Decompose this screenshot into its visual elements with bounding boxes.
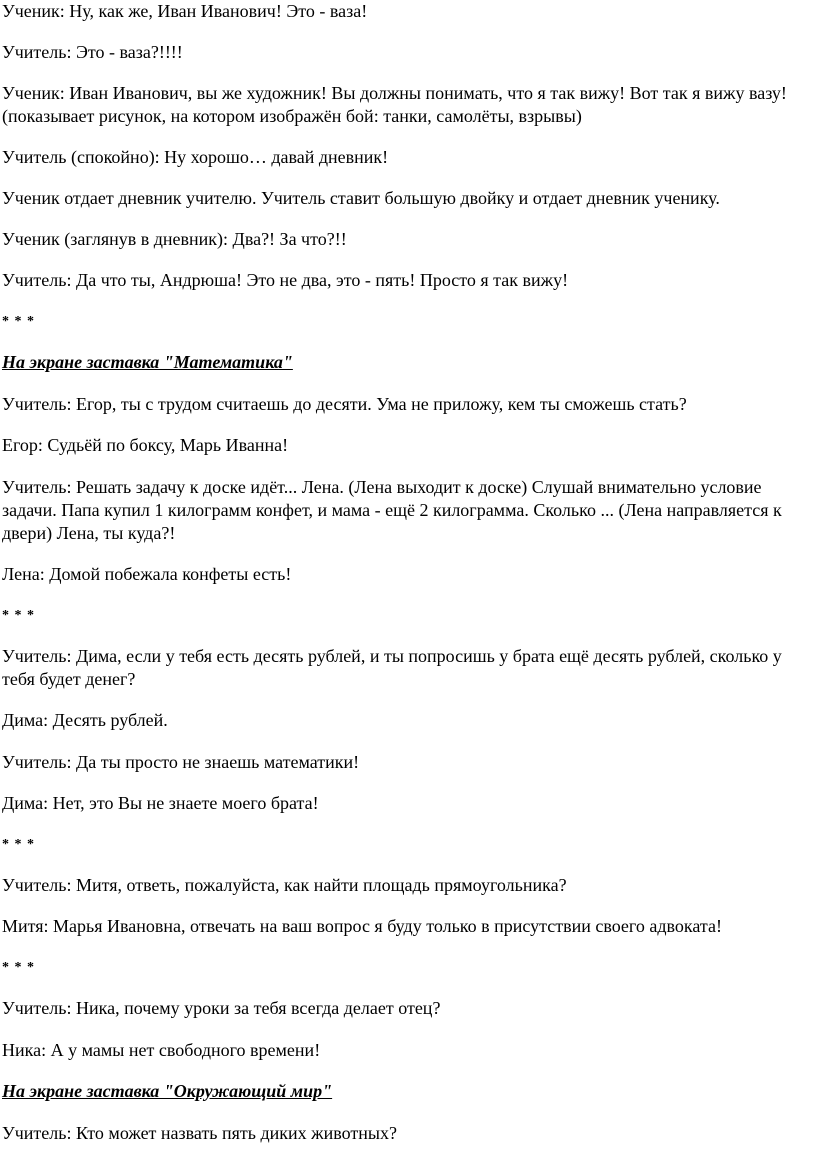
dialogue-line: (показывает рисунок, на котором изображён бой: танки, самолёты, взрывы)	[2, 106, 582, 126]
dialogue-line: Учитель: Да что ты, Андрюша! Это не два, это - пять! Просто я так вижу!	[2, 270, 569, 290]
scene-separator: * * *	[2, 608, 35, 623]
dialogue-line: Митя: Марья Ивановна, отвечать на ваш вопрос я буду только в присутствии своего адвоката!	[2, 916, 722, 936]
section-heading: На экране заставка "Окружающий мир"	[2, 1081, 333, 1101]
stage-direction: Ученик отдает дневник учителю. Учитель ставит большую двойку и отдает дневник ученику.	[2, 188, 720, 208]
dialogue-line: Дима: Нет, это Вы не знаете моего брата!	[2, 793, 319, 813]
scene-separator: * * *	[2, 960, 35, 975]
dialogue-line: Учитель: Ника, почему уроки за тебя всегда делает отец?	[2, 998, 441, 1018]
dialogue-line: Учитель: Дима, если у тебя есть десять рублей, и ты попросишь у брата ещё десять рублей, сколько у	[2, 646, 782, 666]
section-heading: На экране заставка "Математика"	[2, 352, 293, 372]
dialogue-line: Ученик (заглянув в дневник): Два?! За что?!!	[2, 229, 347, 249]
dialogue-line: Ника: А у мамы нет свободного времени!	[2, 1040, 321, 1060]
dialogue-line: Учитель: Это - ваза?!!!!	[2, 42, 183, 62]
scene-separator: * * *	[2, 314, 35, 329]
dialogue-line: Лена: Домой побежала конфеты есть!	[2, 564, 292, 584]
dialogue-line: задачи. Папа купил 1 килограмм конфет, и мама - ещё 2 килограмма. Сколько ... (Лена направляется к	[2, 500, 782, 520]
dialogue-line: Ученик: Ну, как же, Иван Иванович! Это - ваза!	[2, 1, 368, 21]
dialogue-line: Ученик: Иван Иванович, вы же художник! Вы должны понимать, что я так вижу! Вот так я вижу вазу!	[2, 83, 787, 103]
dialogue-line: Учитель: Да ты просто не знаешь математики!	[2, 752, 360, 772]
dialogue-line: Учитель: Митя, ответь, пожалуйста, как найти площадь прямоугольника?	[2, 875, 567, 895]
dialogue-line: Дима: Десять рублей.	[2, 710, 168, 730]
dialogue-line: Учитель: Решать задачу к доске идёт... Лена. (Лена выходит к доске) Слушай внимательно условие	[2, 477, 762, 497]
dialogue-line: тебя будет денег?	[2, 669, 136, 689]
scene-separator: * * *	[2, 837, 35, 852]
dialogue-line: двери) Лена, ты куда?!	[2, 523, 176, 543]
dialogue-line: Учитель (спокойно): Ну хорошо… давай дневник!	[2, 147, 389, 167]
dialogue-line: Учитель: Егор, ты с трудом считаешь до десяти. Ума не приложу, кем ты сможешь стать?	[2, 394, 687, 414]
dialogue-line: Учитель: Кто может назвать пять диких животных?	[2, 1123, 397, 1143]
dialogue-line: Егор: Судьёй по боксу, Марь Иванна!	[2, 435, 289, 455]
